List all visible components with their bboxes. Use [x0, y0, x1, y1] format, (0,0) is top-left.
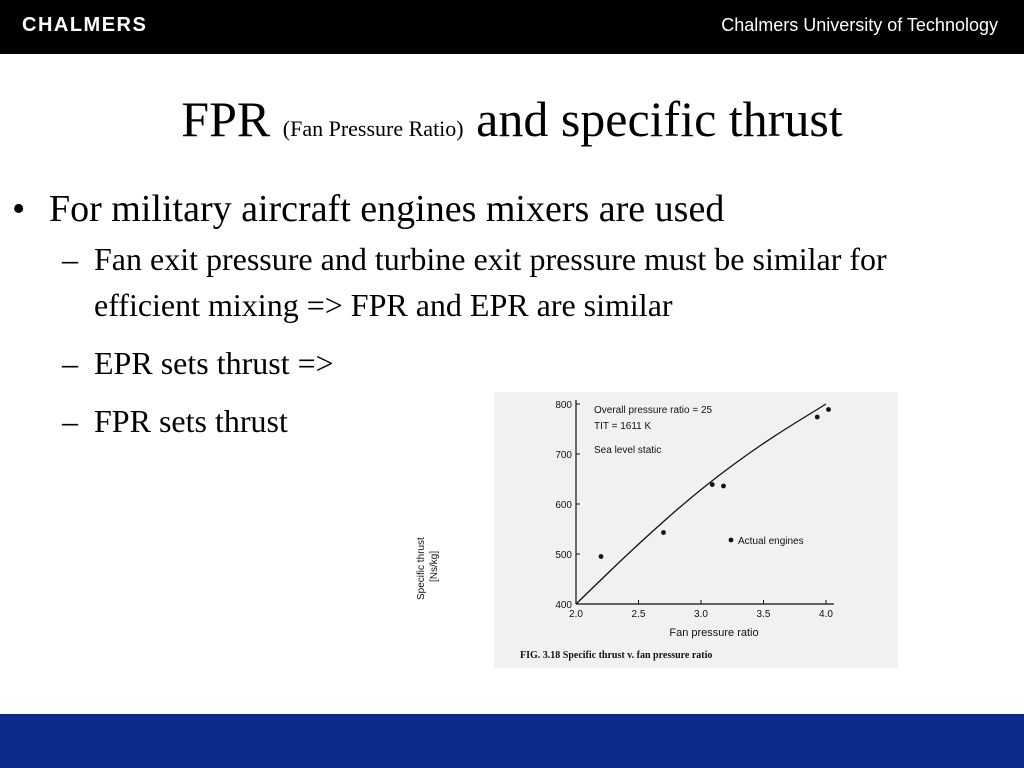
data-point — [599, 554, 604, 559]
data-point — [710, 482, 715, 487]
institution-name: Chalmers University of Technology — [721, 15, 998, 35]
dash-marker: – — [62, 403, 78, 439]
x-tick-label: 2.5 — [631, 609, 646, 620]
chalmers-logo: CHALMERS — [22, 14, 148, 36]
x-tick-label: 3.0 — [694, 609, 708, 620]
chart-marks — [576, 404, 831, 604]
sub-bullet-text: EPR sets thrust => — [94, 345, 334, 381]
trend-line — [576, 404, 826, 604]
dash-marker: – — [62, 345, 78, 381]
chart-ticks — [555, 400, 833, 620]
annotation-tit: TIT = 1611 K — [594, 421, 652, 432]
title-main: FPR — [181, 91, 271, 147]
y-tick-label: 500 — [555, 550, 572, 561]
chart-figure — [416, 392, 898, 668]
bullet-item — [12, 186, 1012, 232]
annotation-opr: Overall pressure ratio = 25 — [594, 405, 713, 416]
x-axis-label: Fan pressure ratio — [669, 627, 759, 639]
x-tick-label: 3.5 — [756, 609, 771, 620]
sub-bullet-item — [12, 340, 914, 386]
header-bar — [0, 0, 1024, 54]
legend-marker — [729, 538, 734, 543]
y-tick-label: 800 — [555, 400, 572, 411]
dash-marker: – — [62, 241, 78, 277]
data-point — [826, 407, 831, 412]
y-axis-label-name: Specific thrust — [416, 537, 427, 600]
data-point — [815, 415, 820, 420]
sub-bullet-text: Fan exit pressure and turbine exit pressure must be similar for efficient mixing => FPR and EPR are similar — [94, 241, 887, 323]
data-point — [721, 484, 726, 489]
footer-bar — [0, 714, 1024, 768]
figure-caption: FIG. 3.18 Specific thrust v. fan pressure ratio — [520, 650, 713, 661]
sub-bullet-text: FPR sets thrust — [94, 403, 288, 439]
x-tick-label: 2.0 — [569, 609, 583, 620]
y-axis-label-unit: [Ns/kg] — [429, 550, 440, 582]
annotation-sea-level: Sea level static — [594, 445, 662, 456]
y-tick-label: 600 — [555, 500, 572, 511]
slide-title — [0, 88, 1024, 160]
title-rest: and specific thrust — [476, 91, 843, 147]
y-tick-label: 400 — [555, 600, 572, 611]
data-point — [661, 530, 666, 535]
y-axis-label — [416, 537, 440, 600]
bullet-text: For military aircraft engines mixers are used — [49, 188, 725, 230]
sub-bullet-item — [12, 236, 914, 328]
title-paren: (Fan Pressure Ratio) — [282, 116, 464, 141]
legend-label: Actual engines — [738, 536, 804, 547]
fan-pressure-chart — [416, 392, 898, 668]
x-tick-label: 4.0 — [819, 609, 833, 620]
bullet-marker: • — [12, 188, 26, 230]
y-tick-label: 700 — [555, 450, 572, 461]
